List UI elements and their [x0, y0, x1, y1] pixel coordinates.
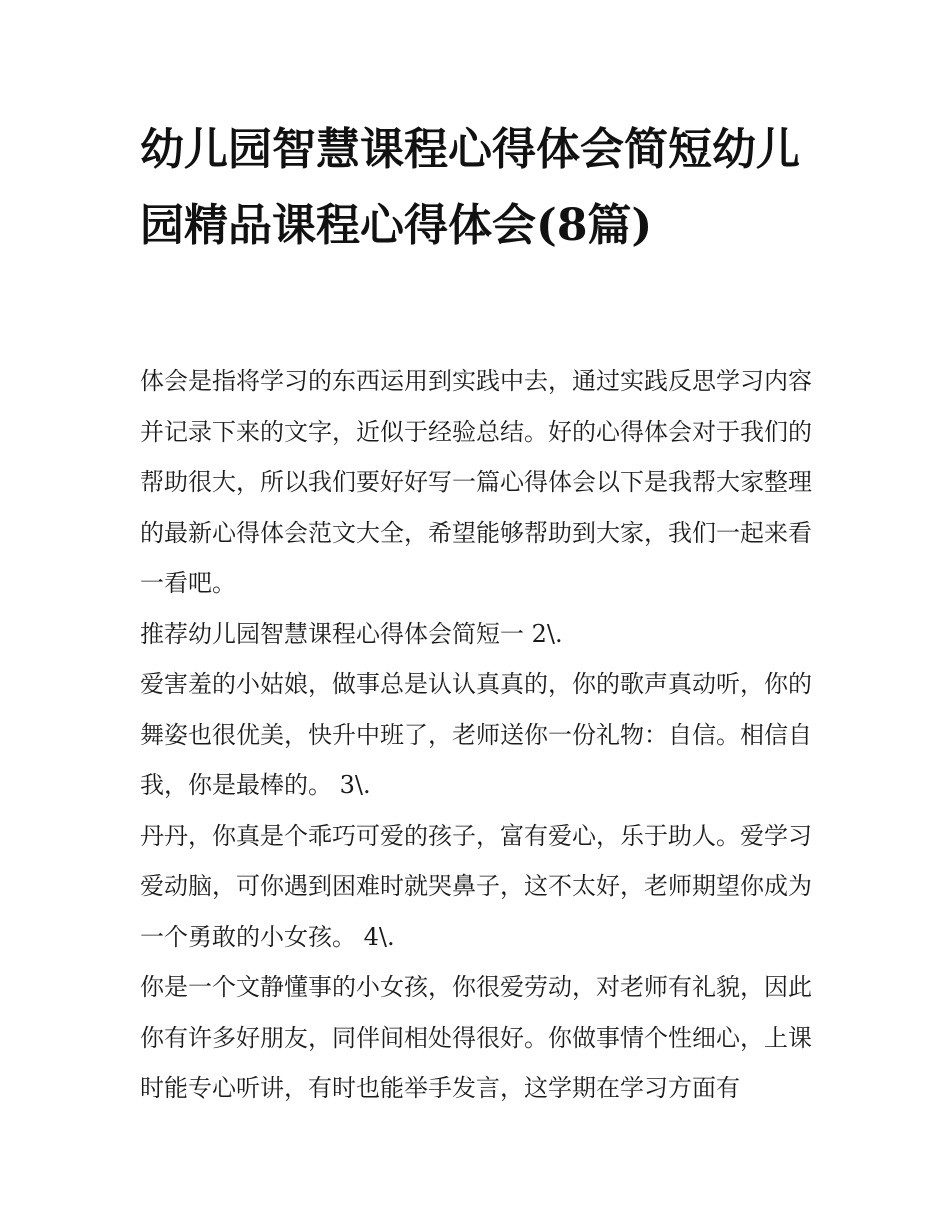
document-body	[140, 356, 820, 1114]
comment-paragraph: 你是一个文静懂事的小女孩，你很爱劳动，对老师有礼貌，因此你有许多好朋友，同伴间相处得很好。你做事情个性细心，上课时能专心听讲，有时也能举手发言，这学期在学习方面有	[140, 973, 812, 1102]
section-heading-paragraph: 推荐幼儿园智慧课程心得体会简短一 2\.	[140, 619, 563, 648]
intro-paragraph: 体会是指将学习的东西运用到实践中去，通过实践反思学习内容并记录下来的文字，近似于经验总结。好的心得体会对于我们的帮助很大，所以我们要好好写一篇心得体会以下是我帮大家整理的最新心得体会范文大全，希望能够帮助到大家，我们一起来看一看吧。	[140, 367, 812, 597]
comment-paragraph: 丹丹，你真是个乖巧可爱的孩子，富有爱心，乐于助人。爱学习爱动脑，可你遇到困难时就哭鼻子，这不太好，老师期望你成为一个勇敢的小女孩。 4\.	[140, 821, 812, 951]
document-title: 幼儿园智慧课程心得体会简短幼儿园精品课程心得体会(8篇)	[140, 124, 800, 251]
comment-paragraph: 爱害羞的小姑娘，做事总是认认真真的，你的歌声真动听，你的舞姿也很优美，快升中班了，老师送你一份礼物：自信。相信自我，你是最棒的。 3\.	[140, 670, 812, 799]
